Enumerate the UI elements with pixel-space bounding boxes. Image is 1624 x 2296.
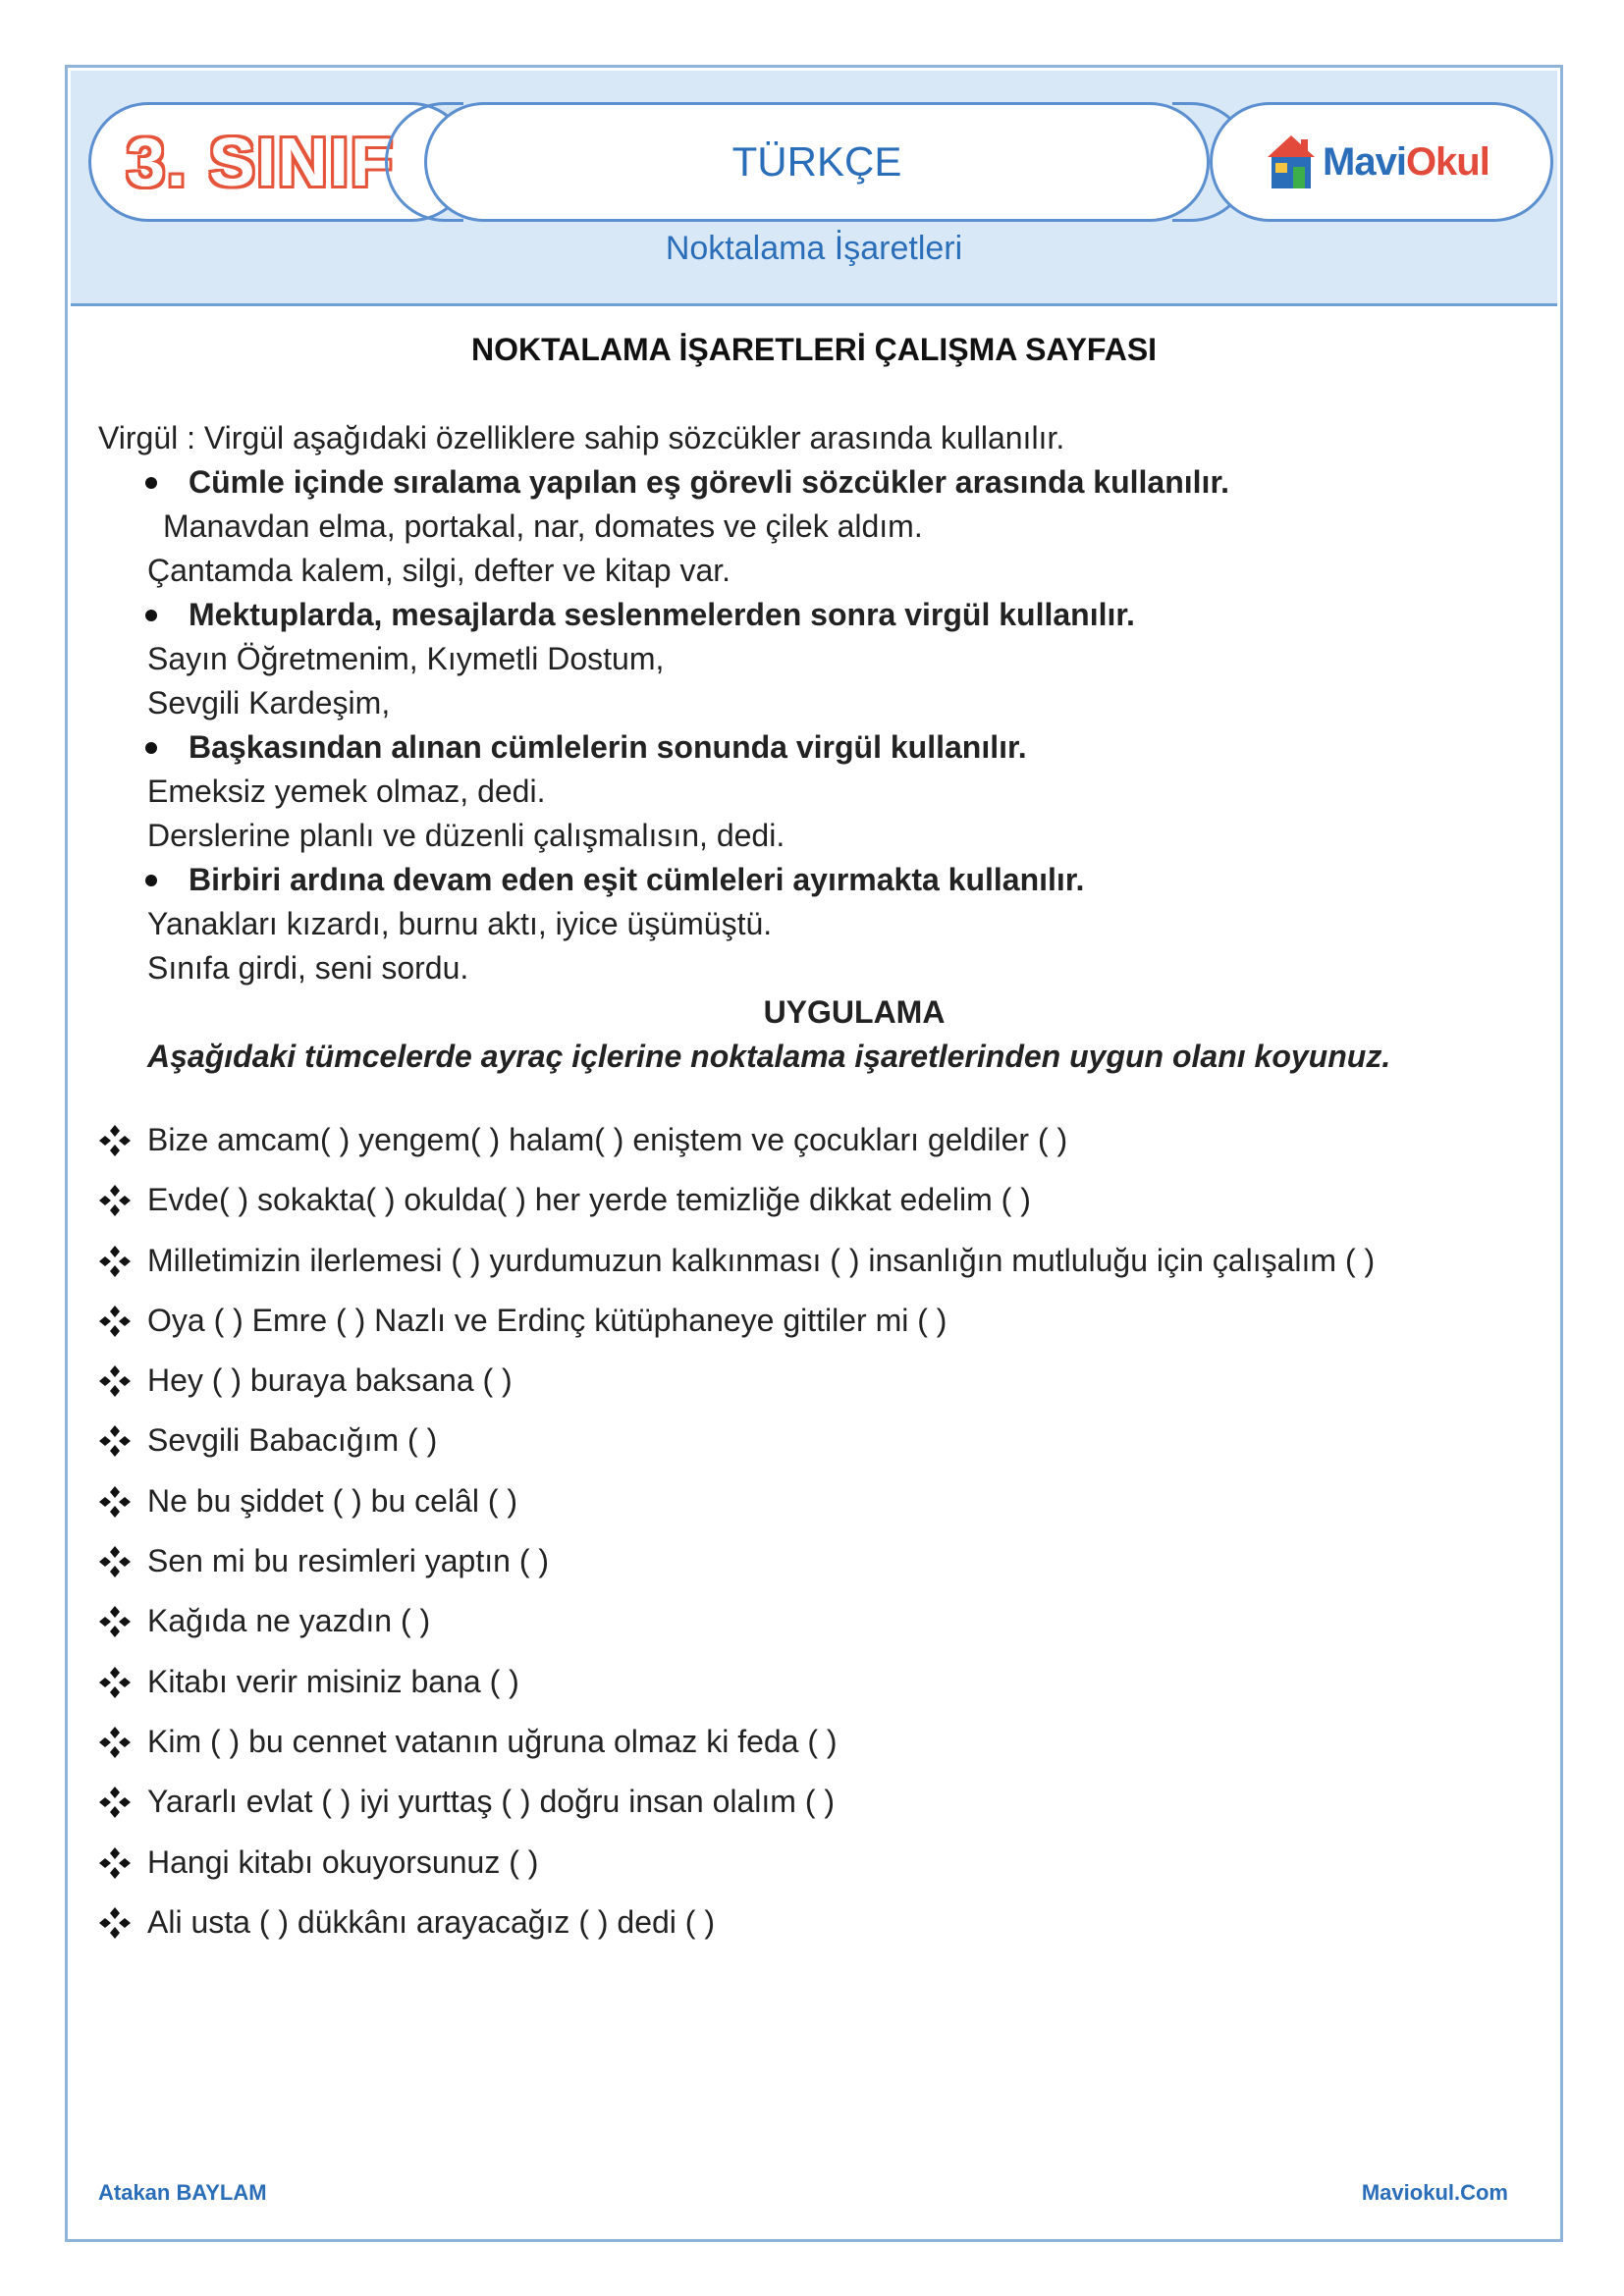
intro-text: Virgül : Virgül aşağıdaki özelliklere sahip sözcükler arasında kullanılır.	[98, 420, 1065, 455]
question-item	[98, 1303, 1551, 1362]
question-text: Kağıda ne yazdın ( )	[147, 1603, 431, 1639]
footer-site: Maviokul.Com	[1361, 2180, 1508, 2205]
rule-item	[98, 725, 1522, 770]
question-item	[98, 1603, 1551, 1663]
question-item	[98, 1243, 1551, 1303]
question-item	[98, 1664, 1551, 1724]
diamond-bullet-icon	[98, 1485, 132, 1519]
question-item	[98, 1724, 1551, 1784]
diamond-bullet-icon	[98, 1124, 132, 1157]
diamond-bullet-icon	[98, 1424, 132, 1458]
example-text: Emeksiz yemek olmaz, dedi.	[147, 774, 546, 809]
question-text: Hey ( ) buraya baksana ( )	[147, 1362, 513, 1399]
question-text: Ne bu şiddet ( ) bu celâl ( )	[147, 1482, 518, 1519]
question-text: Oya ( ) Emre ( ) Nazlı ve Erdinç kütüphaneye gittiler mi ( )	[147, 1302, 947, 1338]
question-text: Hangi kitabı okuyorsunuz ( )	[147, 1843, 539, 1880]
question-item	[98, 1122, 1551, 1182]
logo-badge	[1210, 102, 1553, 222]
rule-item	[98, 858, 1522, 902]
diamond-bullet-icon	[98, 1906, 132, 1940]
example-text: Sayın Öğretmenim, Kıymetli Dostum,	[147, 641, 665, 676]
question-text: Milletimizin ilerlemesi ( ) yurdumuzun kalkınması ( ) insanlığın mutluluğu için çalışalım ( )	[147, 1242, 1376, 1278]
example-text: Sevgili Kardeşim,	[147, 685, 391, 721]
question-item	[98, 1784, 1551, 1843]
rule-item	[98, 593, 1522, 637]
diamond-bullet-icon	[98, 1726, 132, 1759]
logo-part-okul: Okul	[1405, 139, 1489, 184]
rule-item	[98, 460, 1522, 505]
bullet-icon	[145, 875, 157, 886]
question-item	[98, 1543, 1551, 1603]
question-list	[98, 1122, 1551, 1964]
question-text: Yararlı evlat ( ) iyi yurttaş ( ) doğru insan olalım ( )	[147, 1784, 836, 1820]
rule-text: Cümle içinde sıralama yapılan eş görevli sözcükler arasında kullanılır.	[189, 464, 1230, 500]
question-text: Bize amcam( ) yengem( ) halam( ) eniştem ve çocukları geldiler ( )	[147, 1122, 1068, 1157]
bullet-icon	[145, 742, 157, 754]
diamond-bullet-icon	[98, 1245, 132, 1278]
bullet-icon	[145, 477, 157, 489]
question-text: Sen mi bu resimleri yaptın ( )	[147, 1543, 550, 1579]
example-text: Yanakları kızardı, burnu aktı, iyice üşümüştü.	[147, 906, 773, 941]
diamond-bullet-icon	[98, 1305, 132, 1338]
question-item	[98, 1844, 1551, 1904]
practice-title: UYGULAMA	[763, 994, 946, 1030]
diamond-bullet-icon	[98, 1666, 132, 1699]
diamond-bullet-icon	[98, 1184, 132, 1217]
example-text: Derslerine planlı ve düzenli çalışmalısın, dedi.	[147, 818, 785, 853]
grade-label: 3. SINIF	[127, 124, 395, 200]
diamond-bullet-icon	[98, 1846, 132, 1880]
diamond-bullet-icon	[98, 1545, 132, 1578]
question-text: Sevgili Babacığım ( )	[147, 1422, 438, 1459]
question-item	[98, 1422, 1551, 1482]
question-text: Kim ( ) bu cennet vatanın uğruna olmaz ki feda ( )	[147, 1723, 838, 1759]
question-item	[98, 1904, 1551, 1964]
question-item	[98, 1182, 1551, 1242]
practice-instruction: Aşağıdaki tümcelerde ayraç içlerine noktalama işaretlerinden uygun olanı koyunuz.	[147, 1039, 1391, 1074]
logo-text	[1323, 140, 1489, 185]
question-text: Ali usta ( ) dükkânı arayacağız ( ) dedi ( )	[147, 1903, 715, 1940]
question-item	[98, 1362, 1551, 1422]
diamond-bullet-icon	[98, 1786, 132, 1819]
question-text: Evde( ) sokakta( ) okulda( ) her yerde temizliğe dikkat edelim ( )	[147, 1182, 1031, 1218]
logo-part-mavi: Mavi	[1323, 139, 1406, 184]
footer-author: Atakan BAYLAM	[98, 2180, 267, 2205]
rule-text: Mektuplarda, mesajlarda seslenmelerden sonra virgül kullanılır.	[189, 597, 1135, 632]
subject-label: TÜRKÇE	[731, 138, 902, 185]
example-text: Sınıfa girdi, seni sordu.	[147, 950, 469, 986]
example-text: Manavdan elma, portakal, nar, domates ve çilek aldım.	[163, 508, 923, 544]
example-text: Çantamda kalem, silgi, defter ve kitap var.	[147, 553, 731, 588]
rule-text: Birbiri ardına devam eden eşit cümleleri ayırmakta kullanılır.	[189, 862, 1085, 897]
topic-subtitle: Noktalama İşaretleri	[665, 230, 963, 267]
lesson-content	[98, 416, 1522, 1079]
question-text: Kitabı verir misiniz bana ( )	[147, 1663, 519, 1699]
house-icon	[1266, 133, 1317, 190]
question-item	[98, 1483, 1551, 1543]
diamond-bullet-icon	[98, 1605, 132, 1638]
rule-text: Başkasından alınan cümlelerin sonunda virgül kullanılır.	[189, 729, 1027, 765]
subject-badge	[424, 102, 1210, 222]
diamond-bullet-icon	[98, 1364, 132, 1398]
bullet-icon	[145, 610, 157, 621]
page-title: NOKTALAMA İŞARETLERİ ÇALIŞMA SAYFASI	[470, 332, 1158, 367]
